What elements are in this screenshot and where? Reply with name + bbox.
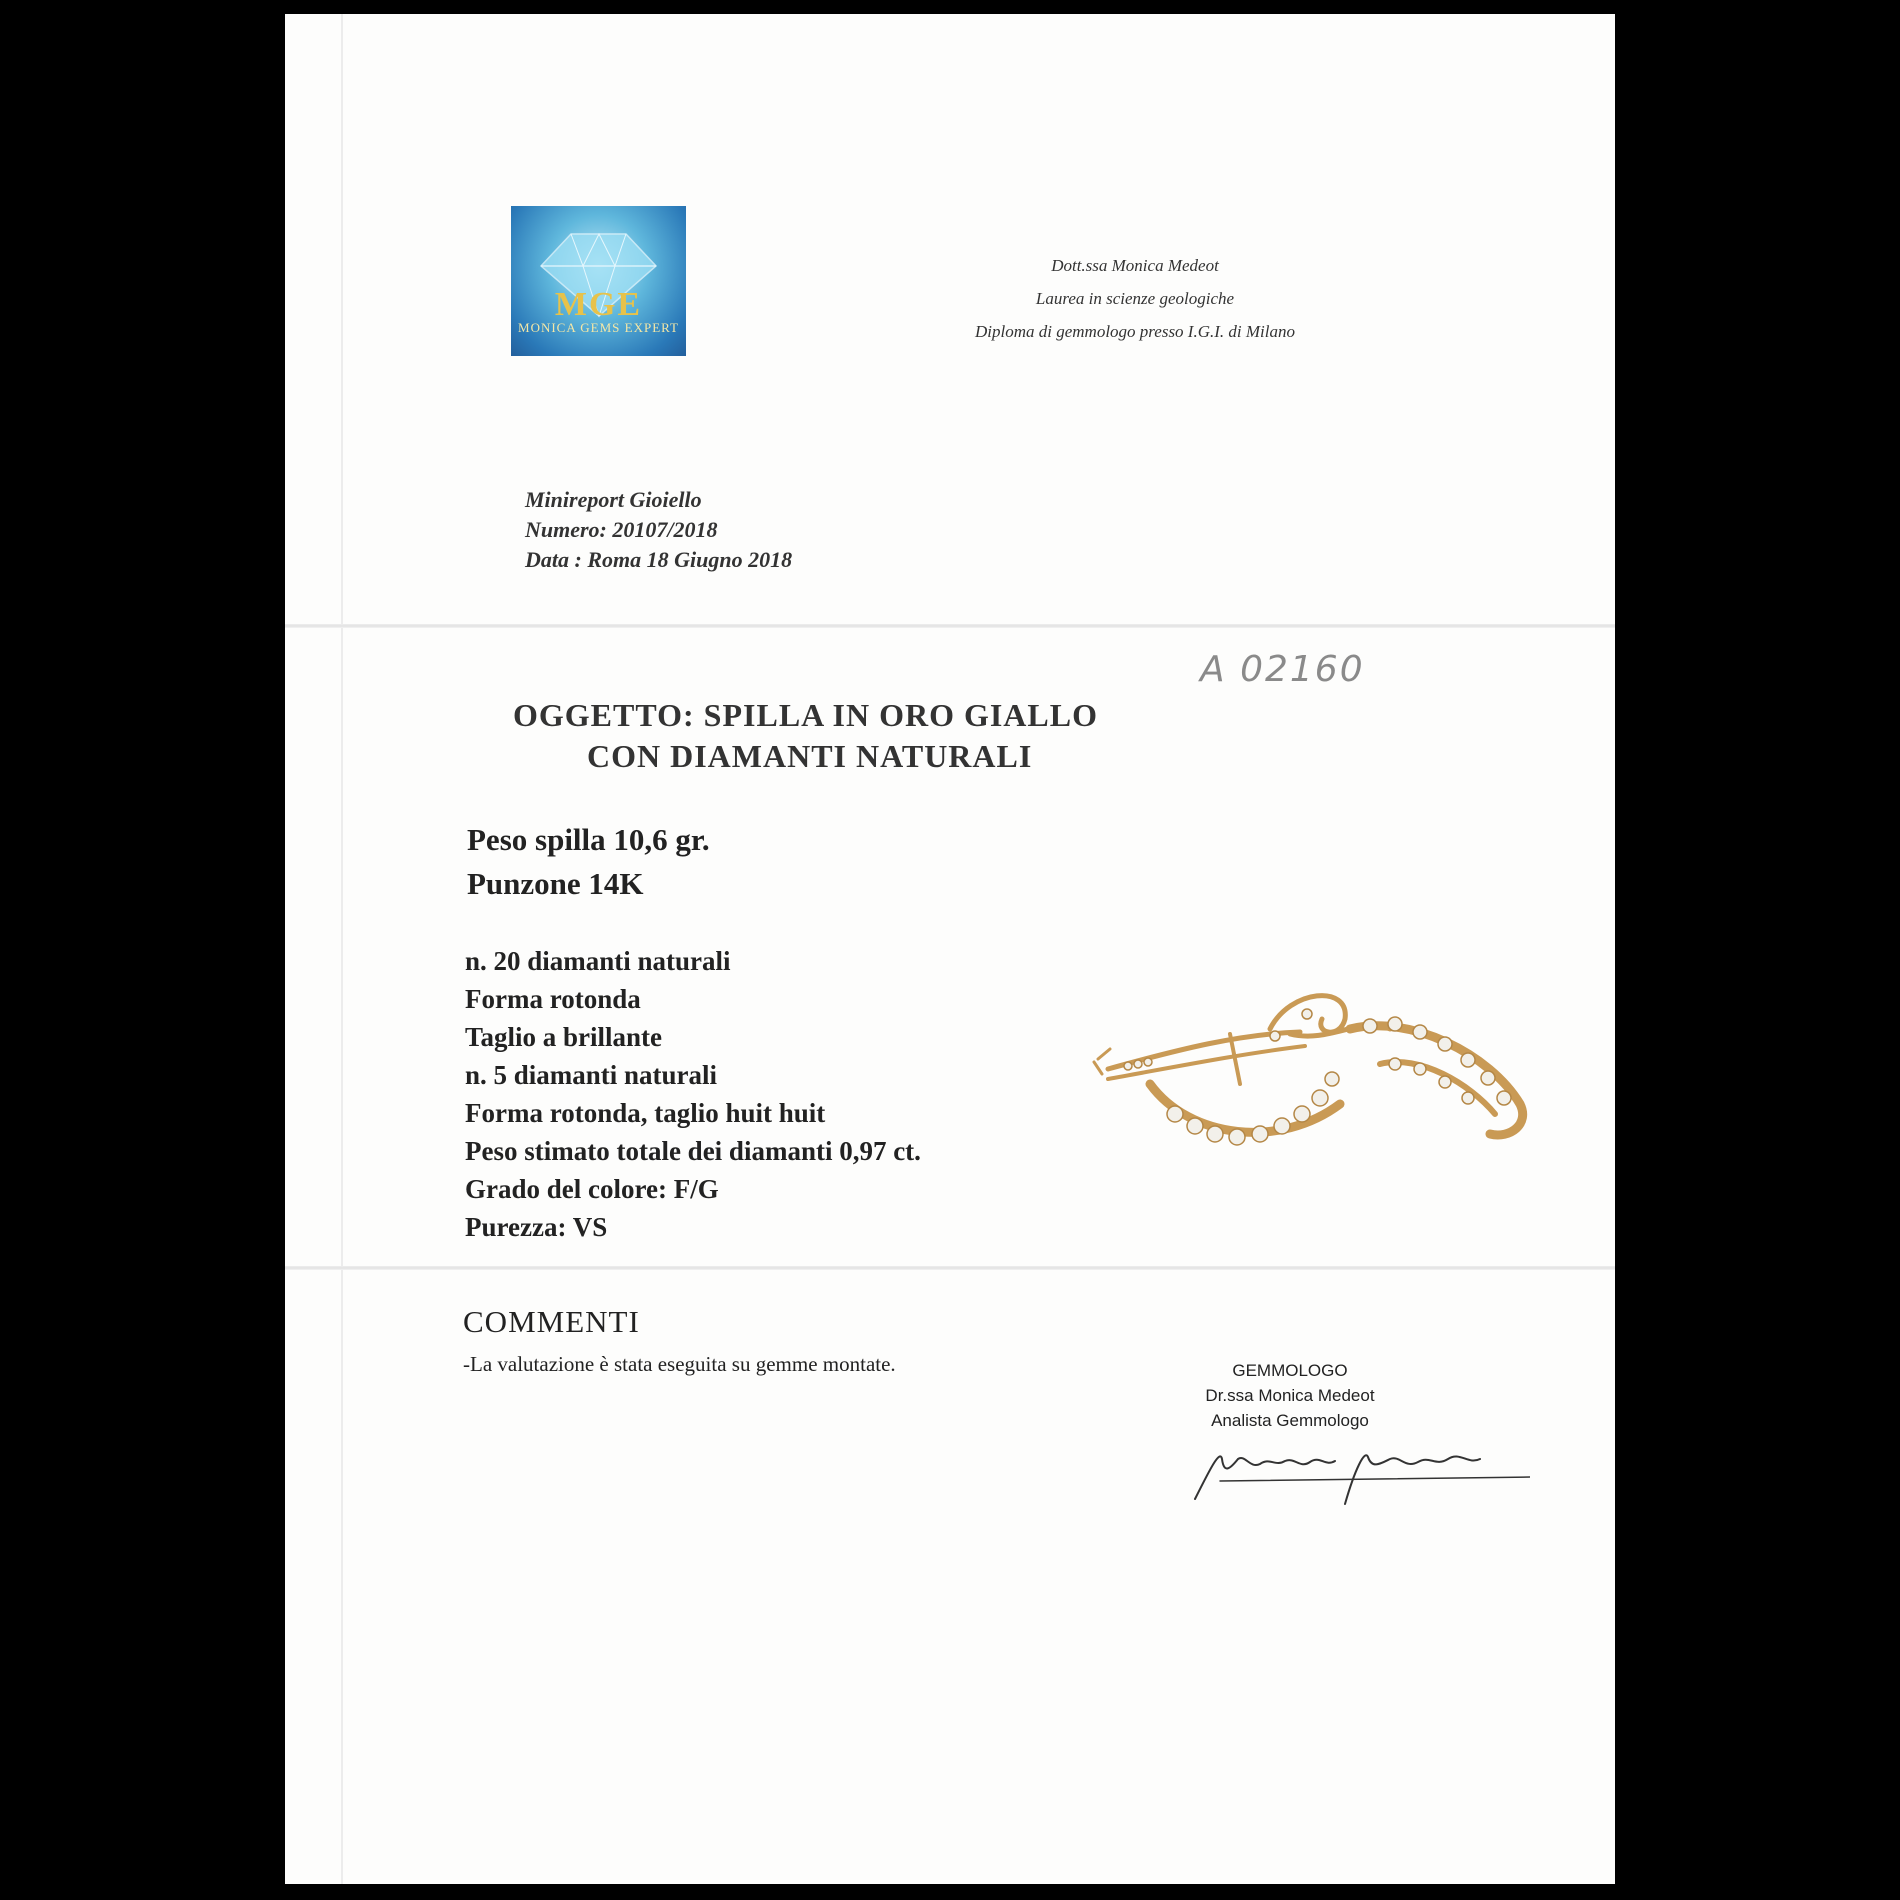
object-title-line2: CON DIAMANTI NATURALI — [587, 738, 1033, 774]
header-name: Dott.ssa Monica Medeot — [1051, 256, 1219, 275]
fold-line — [285, 624, 1615, 628]
report-title: Minireport Gioiello — [525, 487, 702, 512]
gemmologist-role: Analista Gemmologo — [1211, 1411, 1369, 1430]
detail-line: Peso stimato totale dei diamanti 0,97 ct. — [465, 1136, 921, 1166]
detail-line: n. 5 diamanti naturali — [465, 1060, 718, 1090]
detail-line: Grado del colore: F/G — [465, 1174, 719, 1204]
detail-line: Purezza: VS — [465, 1212, 608, 1242]
handwritten-signature — [1190, 1429, 1530, 1509]
comments-text: -La valutazione è stata eseguita su gemme montate. — [463, 1352, 896, 1376]
certificate-page — [285, 14, 1615, 1884]
mge-logo — [511, 206, 686, 356]
gemmologist-name: Dr.ssa Monica Medeot — [1205, 1386, 1375, 1405]
brooch-photo — [1090, 974, 1560, 1174]
report-number: Numero: 20107/2018 — [525, 517, 718, 542]
detail-line: Taglio a brillante — [465, 1022, 663, 1052]
detail-line: Forma rotonda, taglio huit huit — [465, 1098, 826, 1128]
detail-line: Forma rotonda — [465, 984, 641, 1014]
logo-subtitle: MONICA GEMS EXPERT — [518, 320, 679, 335]
detail-line: n. 20 diamanti naturali — [465, 946, 731, 976]
hallmark: Punzone 14K — [467, 866, 644, 901]
report-date: Data : Roma 18 Giugno 2018 — [525, 547, 793, 572]
comments-heading: COMMENTI — [463, 1304, 640, 1339]
fold-line — [285, 1266, 1615, 1270]
header-diploma: Diploma di gemmologo presso I.G.I. di Milano — [975, 322, 1295, 341]
object-title-line1: OGGETTO: SPILLA IN ORO GIALLO — [513, 697, 1098, 733]
paper-edge-line — [341, 14, 343, 1884]
gemmologist-title: GEMMOLOGO — [1232, 1361, 1348, 1380]
brooch-weight: Peso spilla 10,6 gr. — [467, 822, 710, 857]
handwritten-code: A 02160 — [1200, 649, 1365, 690]
logo-brand: MGE — [554, 286, 643, 323]
header-degree: Laurea in scienze geologiche — [1035, 289, 1235, 308]
